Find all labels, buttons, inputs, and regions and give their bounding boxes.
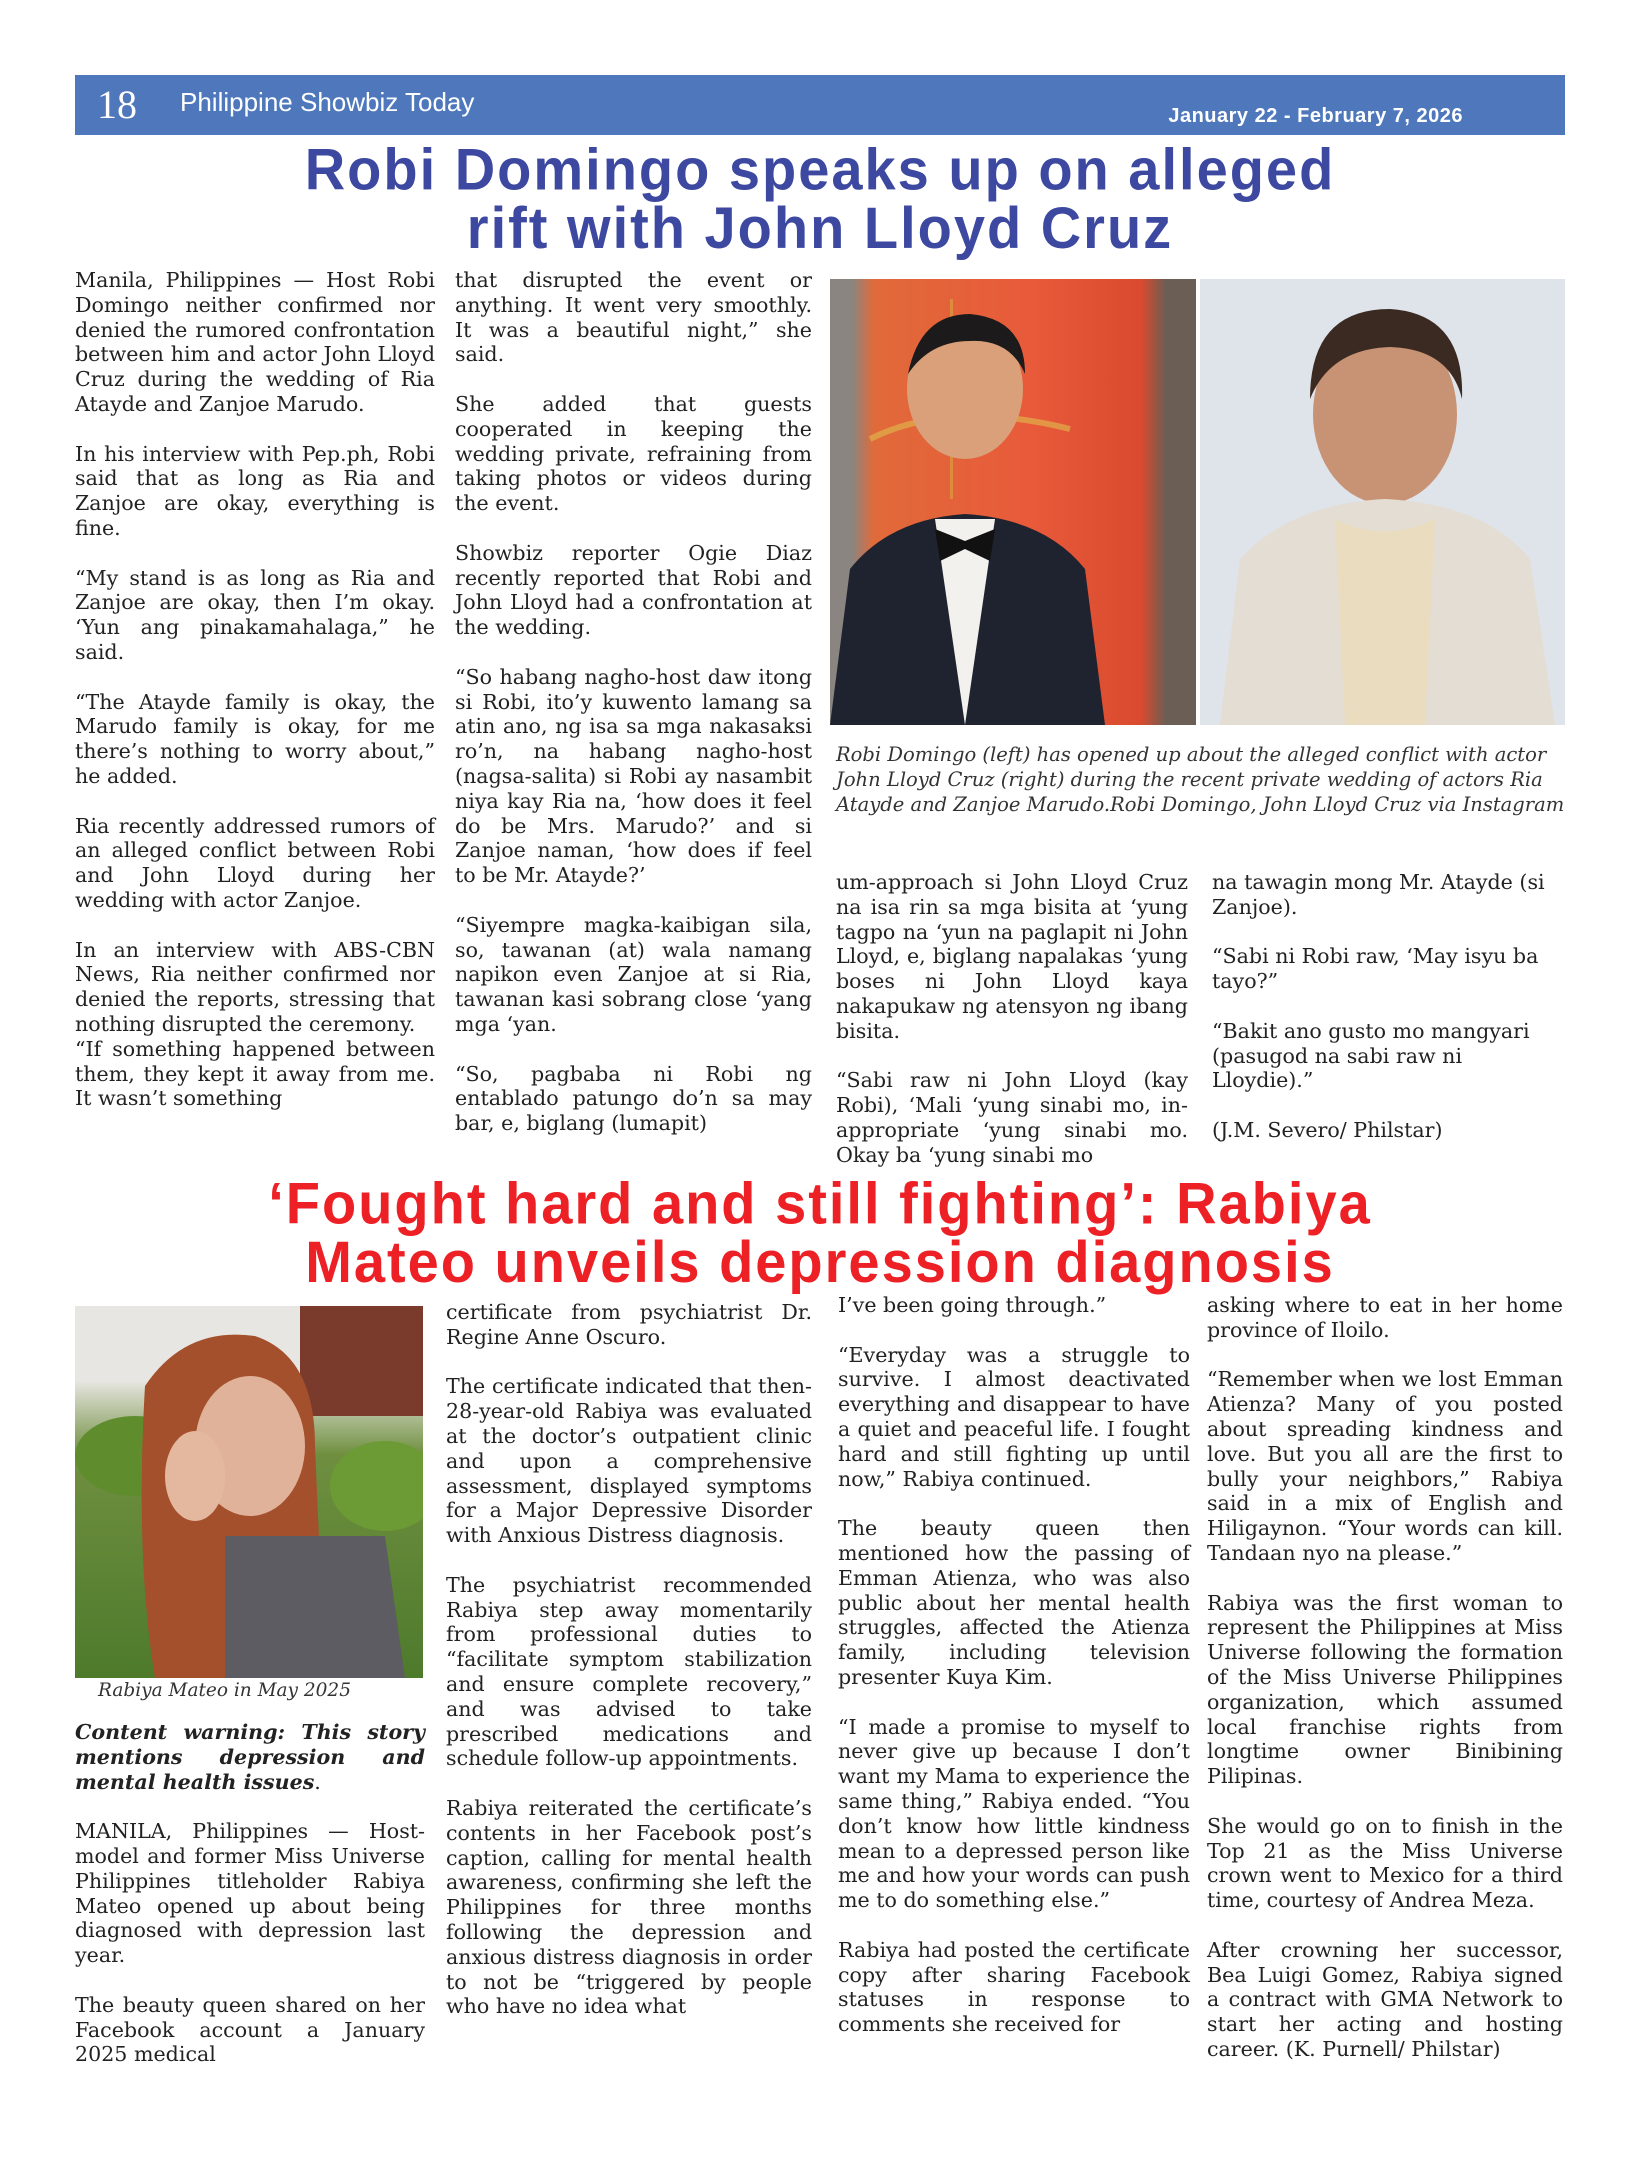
paragraph: The beauty queen then mentioned how the passing of Emman Atienza, who was also public about her mental health struggles, affected the Atienza family, including television presenter Kuya Kim. bbox=[838, 1516, 1190, 1689]
paragraph: “Sabi ni Robi raw, ‘May isyu ba tayo?” bbox=[1212, 944, 1539, 994]
content-warning bbox=[75, 1720, 425, 1794]
paragraph: I’ve been going through.” bbox=[838, 1293, 1107, 1317]
paragraph: “Sabi raw ni John Lloyd (kay Robi), ‘Mali ‘yung sinabi mo, in-appropriate ‘yung sinabi mo. Okay ba ‘yung sinabi mo bbox=[836, 1068, 1188, 1167]
article1-headline-line1: Robi Domingo speaks up on alleged bbox=[304, 135, 1336, 202]
article1-column-1 bbox=[75, 268, 435, 1136]
paragraph: “The Atayde family is okay, the Marudo family is okay, for me there’s nothing to worry about,” he added. bbox=[75, 689, 435, 788]
paragraph: “Remember when we lost Emman Atienza? Many of you posted about spreading kindness and love. But you all are the first to bully your neighbors,” Rabiya said in a mix of English and Hiligaynon. “Your words can kill. Tandaan nyo na please.” bbox=[1207, 1367, 1563, 1565]
paragraph: “If something happened between them, they kept it away from me. It wasn’t something bbox=[75, 1036, 435, 1111]
publication-name: Philippine Showbiz Today bbox=[180, 87, 475, 117]
paragraph: Rabiya had posted the certificate copy after sharing Facebook statuses in response to comments she received for bbox=[838, 1937, 1190, 2037]
paragraph: She added that guests cooperated in keeping the wedding private, refraining from taking photos or videos during the event. bbox=[455, 391, 812, 516]
article1-column-2 bbox=[455, 268, 812, 1161]
article1-column-3 bbox=[836, 870, 1188, 1192]
rabiya-mateo-photo bbox=[75, 1306, 423, 1678]
article1-photo-caption: Robi Domingo (left) has opened up about the alleged conflict with actor John Lloyd Cruz (right) during the recent private wedding of actors Ria Atayde and Zanjoe Marudo.Robi Domingo, John Lloyd Cruz via Instagram bbox=[836, 743, 1565, 816]
paragraph: Rabiya was the first woman to represent the Philippines at Miss Universe following the formation of the Miss Universe Philippines organization, which assumed local franchise rights from longtime owner Binibining Pilipinas. bbox=[1207, 1590, 1563, 1789]
article2-headline-line2: Mateo unveils depression diagnosis bbox=[305, 1228, 1335, 1295]
paragraph: Rabiya reiterated the certificate’s contents in her Facebook post’s caption, calling for mental health awareness, confirming she left the Philippines for three months following the depression and anxious distress diagnosis in order to not be “triggered by people who have no idea what bbox=[446, 1795, 812, 2019]
paragraph: “So, pagbaba ni Robi ng entablado patungo do’n sa may bar, e, biglang (lumapit) bbox=[455, 1061, 812, 1136]
paragraph: MANILA, Philippines — Host-model and former Miss Universe Philippines titleholder Rabiya Mateo opened up about being diagnosed with depression last year. bbox=[75, 1819, 425, 1968]
byline: (J.M. Severo/ Philstar) bbox=[1212, 1117, 1443, 1142]
article1-column-4 bbox=[1212, 870, 1564, 1168]
article2-photo-caption: Rabiya Mateo in May 2025 bbox=[98, 1680, 351, 1701]
paragraph: Showbiz reporter Ogie Diaz recently reported that Robi and John Lloyd had a confrontation at the wedding. bbox=[455, 540, 812, 640]
article2-headline-line1: ‘Fought hard and still fighting’: Rabiya bbox=[268, 1169, 1372, 1236]
paragraph: In his interview with Pep.ph, Robi said that as long as Ria and Zanjoe are okay, everything is fine. bbox=[75, 441, 435, 540]
paragraph: “I made a promise to myself to never give up because I don’t want my Mama to experience the same thing,” Rabiya ended. “You don’t know how little kindness mean to a depressed person like me and how your words can push me to do something else.” bbox=[838, 1714, 1190, 1913]
article2-column-1 bbox=[75, 1720, 425, 2092]
paragraph: that disrupted the event or anything. It went very smoothly. It was a beautiful night,” she said. bbox=[455, 268, 812, 367]
issue-date: January 22 - February 7, 2026 bbox=[1168, 105, 1463, 127]
paragraph: “My stand is as long as Ria and Zanjoe are okay, then I’m okay. ‘Yun ang pinakamahalaga,” he said. bbox=[75, 565, 435, 664]
article1-headline bbox=[75, 135, 1565, 261]
paragraph: “Everyday was a struggle to survive. I almost deactivated everything and disappear to have a quiet and peaceful life. I fought hard and still fighting up until now,” Rabiya continued. bbox=[838, 1342, 1190, 1491]
robi-domingo-photo bbox=[830, 279, 1196, 725]
john-lloyd-cruz-photo bbox=[1200, 279, 1565, 725]
paragraph: In an interview with ABS-CBN News, Ria neither confirmed nor denied the reports, stressing that nothing disrupted the ceremony. bbox=[75, 937, 435, 1036]
page-number: 18 bbox=[97, 82, 137, 127]
paragraph: asking where to eat in her home province of Iloilo. bbox=[1207, 1293, 1563, 1342]
article2-headline bbox=[75, 1169, 1565, 1295]
content-warning-text: Content warning: This story mentions depression and mental health issues bbox=[75, 1720, 425, 1794]
robi-domingo-illustration bbox=[830, 279, 1196, 725]
paragraph: Manila, Philippines — Host Robi Domingo neither confirmed nor denied the rumored confrontation between him and actor John Lloyd Cruz during the wedding of Ria Atayde and Zanjoe Marudo. bbox=[75, 268, 435, 416]
content-warning-period: . bbox=[314, 1769, 321, 1794]
paragraph: certificate from psychiatrist Dr. Regine Anne Oscuro. bbox=[446, 1300, 812, 1349]
article2-column-3 bbox=[838, 1293, 1190, 2062]
paragraph: “So habang nagho-host daw itong si Robi, ito’y kuwento lamang sa atin ano, ng isa sa mga nakasaksi ro’n, na habang nagho-host (nagsa-salita) si Robi ay nasambit niya kay Ria na, ‘how does it feel do be Mrs. Marudo?’ and si Zanjoe naman, ‘how does if feel to be Mr. Atayde?’ bbox=[455, 664, 812, 888]
paragraph: The certificate indicated that then-28-year-old Rabiya was evaluated at the doctor’s outpatient clinic and upon a comprehensive assessment, displayed symptoms for a Major Depressive Disorder with Anxious Distress diagnosis. bbox=[446, 1374, 812, 1548]
paragraph: Ria recently addressed rumors of an alleged conflict between Robi and John Lloyd during her wedding with actor Zanjoe. bbox=[75, 813, 435, 912]
page-header-bar bbox=[75, 75, 1565, 135]
paragraph: na tawagin mong Mr. Atayde (si Zanjoe). bbox=[1212, 870, 1545, 919]
article1-headline-line2: rift with John Lloyd Cruz bbox=[466, 194, 1174, 261]
rabiya-mateo-illustration bbox=[75, 1306, 423, 1678]
paragraph: She would go on to finish in the Top 21 as the Miss Universe crown went to Mexico for a third time, courtesy of Andrea Meza. bbox=[1207, 1813, 1563, 1913]
robi-john-lloyd-photo bbox=[830, 279, 1565, 725]
paragraph: The beauty queen shared on her Facebook account a January 2025 medical bbox=[75, 1992, 425, 2067]
paragraph: “Siyempre magka-kaibigan sila, so, tawanan (at) wala namang napikon even Zanjoe at si Ria, tawanan kasi sobrang close ‘yang mga ‘yan. bbox=[455, 912, 812, 1036]
article2-column-4 bbox=[1207, 1293, 1563, 2087]
article2-column-2 bbox=[446, 1300, 812, 2044]
paragraph: The psychiatrist recommended Rabiya step away momentarily from professional duties to “facilitate symptom stabilization and ensure complete recovery,” and was advised to take prescribed medications and schedule follow-up appointments. bbox=[446, 1572, 812, 1771]
paragraph: um-approach si John Lloyd Cruz na isa rin sa mga bisita at ‘yung tagpo na ‘yun na paglapit ni John Lloyd, e, biglang napalakas ‘yung boses ni John Lloyd kaya nakapukaw ng atensyon ng ibang bisita. bbox=[836, 870, 1188, 1043]
paragraph: “Bakit ano gusto mo mangyari (pasugod na sabi raw ni Lloydie).” bbox=[1212, 1018, 1530, 1093]
paragraph: After crowning her successor, Bea Luigi Gomez, Rabiya signed a contract with GMA Network to start her acting and hosting career. (K. Purnell/ Philstar) bbox=[1207, 1937, 1563, 2061]
john-lloyd-cruz-illustration bbox=[1200, 279, 1565, 725]
